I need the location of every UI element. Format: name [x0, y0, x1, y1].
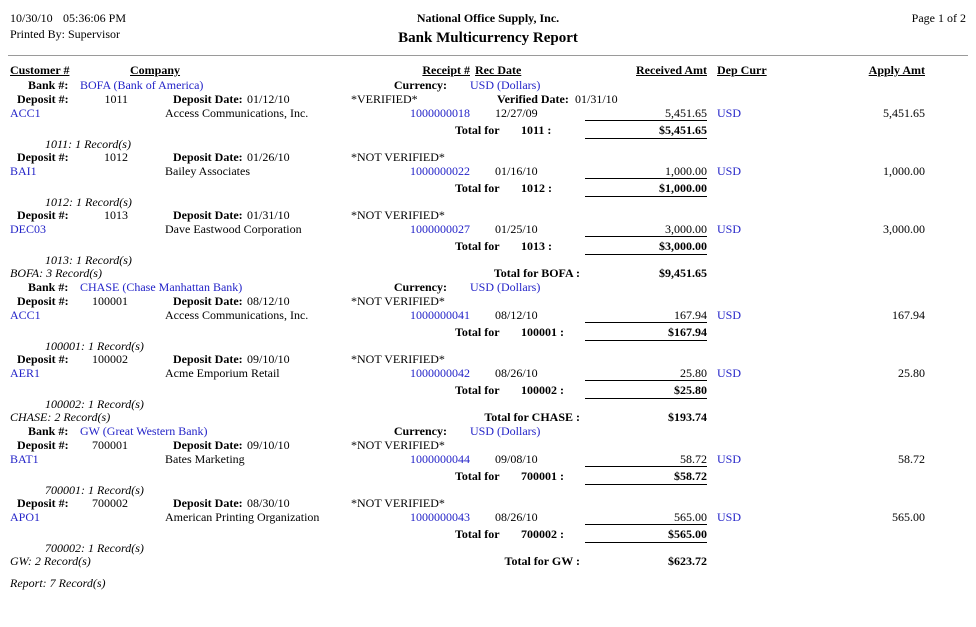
verified-status: *NOT VERIFIED*: [351, 294, 445, 308]
deposit-record-count-row: [0, 138, 976, 151]
verified-date-label: Verified Date:: [497, 92, 569, 106]
deposit-date-value: 01/31/10: [247, 208, 290, 222]
total-deposit-number: 700002 :: [521, 527, 564, 541]
total-for-label: Total for: [455, 239, 500, 253]
currency-value-link[interactable]: USD (Dollars): [470, 424, 541, 438]
received-amt-value: 565.00: [674, 510, 707, 524]
dep-curr-link[interactable]: USD: [717, 510, 742, 524]
receipt-detail-row: [0, 367, 976, 380]
currency-label: Currency:: [393, 424, 447, 438]
deposit-total-amount: $1,000.00: [585, 178, 707, 197]
deposit-number: 1011: [104, 92, 128, 106]
customer-code-link[interactable]: ACC1: [10, 308, 41, 322]
deposit-date-value: 01/12/10: [247, 92, 290, 106]
page-number: Page 1 of 2: [911, 11, 966, 25]
deposit-header-row: [0, 295, 976, 309]
report-date: 10/30/10: [10, 11, 53, 25]
bank-label: Bank #:: [28, 280, 69, 294]
total-deposit-number: 1012 :: [521, 181, 552, 195]
deposit-record-count-row: [0, 196, 976, 209]
col-customer: Customer #: [10, 63, 70, 77]
receipt-number-link[interactable]: 1000000022: [410, 164, 470, 178]
total-for-label: Total for: [455, 123, 500, 137]
verified-status: *NOT VERIFIED*: [351, 352, 445, 366]
verified-status: *VERIFIED*: [351, 92, 418, 106]
dep-curr-link[interactable]: USD: [717, 308, 742, 322]
customer-code-link[interactable]: BAI1: [10, 164, 37, 178]
deposit-number: 1013: [104, 208, 128, 222]
rec-date-value: 08/26/10: [495, 510, 538, 524]
deposit-total-amount: $5,451.65: [585, 120, 707, 139]
company-name: Bailey Associates: [165, 164, 250, 178]
report-header: [0, 10, 976, 56]
deposit-total-row: [0, 178, 976, 196]
deposit-date-value: 08/30/10: [247, 496, 290, 510]
receipt-number-link[interactable]: 1000000041: [410, 308, 470, 322]
received-amt-value: 3,000.00: [665, 222, 707, 236]
receipt-number-link[interactable]: 1000000044: [410, 452, 470, 466]
currency-label: Currency:: [393, 280, 447, 294]
receipt-number-link[interactable]: 1000000042: [410, 366, 470, 380]
deposit-date-value: 08/12/10: [247, 294, 290, 308]
apply-amt-value: 5,451.65: [883, 106, 925, 120]
deposit-record-count: 1011: 1 Record(s): [45, 137, 131, 151]
bank-total-label: Total for CHASE :: [484, 410, 580, 424]
deposit-record-count: 700001: 1 Record(s): [45, 483, 144, 497]
received-amt-value: 1,000.00: [665, 164, 707, 178]
deposit-record-count-row: [0, 340, 976, 353]
dep-curr-link[interactable]: USD: [717, 164, 742, 178]
deposit-total-amount: $565.00: [585, 524, 707, 543]
bank-link[interactable]: GW (Great Western Bank): [80, 424, 208, 438]
bank-summary-row: [0, 555, 976, 569]
company-title: National Office Supply, Inc.: [416, 11, 560, 25]
bank-header-row: [0, 425, 976, 439]
header-rule: [8, 55, 968, 56]
dep-curr-link[interactable]: USD: [717, 452, 742, 466]
deposit-header-row: [0, 439, 976, 453]
apply-amt-value: 25.80: [898, 366, 925, 380]
company-name: Acme Emporium Retail: [165, 366, 280, 380]
customer-code-link[interactable]: AER1: [10, 366, 40, 380]
dep-curr-link[interactable]: USD: [717, 222, 742, 236]
deposit-date-label: Deposit Date:: [173, 150, 243, 164]
deposit-total-amount: $25.80: [585, 380, 707, 399]
bank-total-amount: $193.74: [668, 410, 707, 424]
total-deposit-number: 100001 :: [521, 325, 564, 339]
deposit-date-value: 09/10/10: [247, 438, 290, 452]
received-amt-value: 5,451.65: [665, 106, 707, 120]
deposit-label: Deposit #:: [17, 294, 69, 308]
deposit-record-count: 1013: 1 Record(s): [45, 253, 132, 267]
receipt-number-link[interactable]: 1000000018: [410, 106, 470, 120]
receipt-detail-row: [0, 165, 976, 178]
deposit-date-label: Deposit Date:: [173, 208, 243, 222]
rec-date-value: 08/26/10: [495, 366, 538, 380]
deposit-header-row: [0, 93, 976, 107]
company-name: American Printing Organization: [165, 510, 320, 524]
total-deposit-number: 1011 :: [521, 123, 552, 137]
bank-total-amount: $623.72: [668, 554, 707, 568]
deposit-total-amount: $167.94: [585, 322, 707, 341]
rec-date-value: 09/08/10: [495, 452, 538, 466]
header-line-1: [0, 10, 976, 26]
deposit-header-row: [0, 497, 976, 511]
verified-status: *NOT VERIFIED*: [351, 150, 445, 164]
apply-amt-value: 1,000.00: [883, 164, 925, 178]
received-amt-value: 58.72: [680, 452, 707, 466]
deposit-number: 100002: [92, 352, 128, 366]
customer-code-link[interactable]: ACC1: [10, 106, 41, 120]
col-received-amt: Received Amt: [636, 63, 707, 77]
deposit-date-value: 09/10/10: [247, 352, 290, 366]
verified-status: *NOT VERIFIED*: [351, 438, 445, 452]
deposit-date-label: Deposit Date:: [173, 92, 243, 106]
deposit-header-row: [0, 353, 976, 367]
total-deposit-number: 100002 :: [521, 383, 564, 397]
bank-header-row: [0, 79, 976, 93]
customer-code-link[interactable]: APO1: [10, 510, 41, 524]
apply-amt-value: 167.94: [892, 308, 925, 322]
bank-total-label: Total for GW :: [504, 554, 580, 568]
deposit-date-label: Deposit Date:: [173, 352, 243, 366]
deposit-date-label: Deposit Date:: [173, 294, 243, 308]
deposit-total-row: [0, 466, 976, 484]
received-amt-value: 167.94: [674, 308, 707, 322]
col-dep-curr: Dep Curr: [717, 63, 767, 77]
receipt-number-link[interactable]: 1000000027: [410, 222, 470, 236]
bank-link[interactable]: BOFA (Bank of America): [80, 78, 204, 92]
deposit-number: 700001: [92, 438, 128, 452]
total-for-label: Total for: [455, 325, 500, 339]
report-title: Bank Multicurrency Report: [398, 30, 578, 46]
deposit-record-count: 100001: 1 Record(s): [45, 339, 144, 353]
verified-status: *NOT VERIFIED*: [351, 496, 445, 510]
total-for-label: Total for: [455, 383, 500, 397]
deposit-date-value: 01/26/10: [247, 150, 290, 164]
total-for-label: Total for: [455, 527, 500, 541]
bank-total-label: Total for BOFA :: [493, 266, 580, 280]
apply-amt-value: 3,000.00: [883, 222, 925, 236]
deposit-date-label: Deposit Date:: [173, 496, 243, 510]
customer-code-link[interactable]: DEC03: [10, 222, 46, 236]
deposit-total-row: [0, 236, 976, 254]
deposit-record-count: 100002: 1 Record(s): [45, 397, 144, 411]
verified-date-value: 01/31/10: [575, 92, 618, 106]
company-name: Access Communications, Inc.: [165, 308, 309, 322]
deposit-total-row: [0, 380, 976, 398]
deposit-header-row: [0, 209, 976, 223]
col-receipt: Receipt #: [422, 63, 470, 77]
deposit-record-count: 1012: 1 Record(s): [45, 195, 132, 209]
rec-date-value: 01/16/10: [495, 164, 538, 178]
deposit-total-amount: $3,000.00: [585, 236, 707, 255]
received-amt-value: 25.80: [680, 366, 707, 380]
deposit-label: Deposit #:: [17, 352, 69, 366]
deposit-label: Deposit #:: [17, 496, 69, 510]
report-time: 05:36:06 PM: [63, 11, 127, 25]
receipt-detail-row: [0, 511, 976, 524]
deposit-total-row: [0, 322, 976, 340]
deposit-number: 700002: [92, 496, 128, 510]
verified-status: *NOT VERIFIED*: [351, 208, 445, 222]
bank-label: Bank #:: [28, 78, 69, 92]
apply-amt-value: 58.72: [898, 452, 925, 466]
deposit-label: Deposit #:: [17, 92, 69, 106]
deposit-label: Deposit #:: [17, 150, 69, 164]
deposit-record-count: 700002: 1 Record(s): [45, 541, 144, 555]
total-deposit-number: 700001 :: [521, 469, 564, 483]
bank-link[interactable]: CHASE (Chase Manhattan Bank): [80, 280, 243, 294]
receipt-detail-row: [0, 453, 976, 466]
dep-curr-link[interactable]: USD: [717, 106, 742, 120]
company-name: Access Communications, Inc.: [165, 106, 309, 120]
currency-value-link[interactable]: USD (Dollars): [470, 280, 541, 294]
header-line-2: [0, 26, 976, 52]
total-for-label: Total for: [455, 469, 500, 483]
apply-amt-value: 565.00: [892, 510, 925, 524]
total-for-label: Total for: [455, 181, 500, 195]
rec-date-value: 01/25/10: [495, 222, 538, 236]
company-name: Bates Marketing: [165, 452, 245, 466]
dep-curr-link[interactable]: USD: [717, 366, 742, 380]
deposit-header-row: [0, 151, 976, 165]
bank-summary-row: [0, 267, 976, 281]
currency-value-link[interactable]: USD (Dollars): [470, 78, 541, 92]
col-company: Company: [130, 63, 181, 77]
bank-header-row: [0, 281, 976, 295]
rec-date-value: 12/27/09: [495, 106, 538, 120]
col-apply-amt: Apply Amt: [868, 63, 925, 77]
customer-code-link[interactable]: BAT1: [10, 452, 39, 466]
currency-label: Currency:: [393, 78, 447, 92]
receipt-detail-row: [0, 107, 976, 120]
deposit-label: Deposit #:: [17, 208, 69, 222]
bank-label: Bank #:: [28, 424, 69, 438]
receipt-detail-row: [0, 223, 976, 236]
deposit-total-row: [0, 120, 976, 138]
report-record-count: Report: 7 Record(s): [10, 576, 106, 590]
company-name: Dave Eastwood Corporation: [165, 222, 302, 236]
column-header-row: [0, 64, 976, 79]
total-deposit-number: 1013 :: [521, 239, 552, 253]
bank-record-count: CHASE: 2 Record(s): [10, 410, 111, 424]
bank-total-amount: $9,451.65: [659, 266, 707, 280]
col-rec-date: Rec Date: [475, 63, 522, 77]
deposit-total-row: [0, 524, 976, 542]
deposit-record-count-row: [0, 254, 976, 267]
receipt-detail-row: [0, 309, 976, 322]
bank-record-count: GW: 2 Record(s): [10, 554, 91, 568]
deposit-number: 100001: [92, 294, 128, 308]
bank-summary-row: [0, 411, 976, 425]
printed-by: Printed By: Supervisor: [10, 27, 120, 41]
report-total-row: [0, 577, 976, 590]
rec-date-value: 08/12/10: [495, 308, 538, 322]
deposit-date-label: Deposit Date:: [173, 438, 243, 452]
bank-record-count: BOFA: 3 Record(s): [10, 266, 102, 280]
deposit-total-amount: $58.72: [585, 466, 707, 485]
deposit-record-count-row: [0, 484, 976, 497]
deposit-label: Deposit #:: [17, 438, 69, 452]
deposit-record-count-row: [0, 542, 976, 555]
receipt-number-link[interactable]: 1000000043: [410, 510, 470, 524]
report-page: [0, 10, 976, 590]
deposit-number: 1012: [104, 150, 128, 164]
